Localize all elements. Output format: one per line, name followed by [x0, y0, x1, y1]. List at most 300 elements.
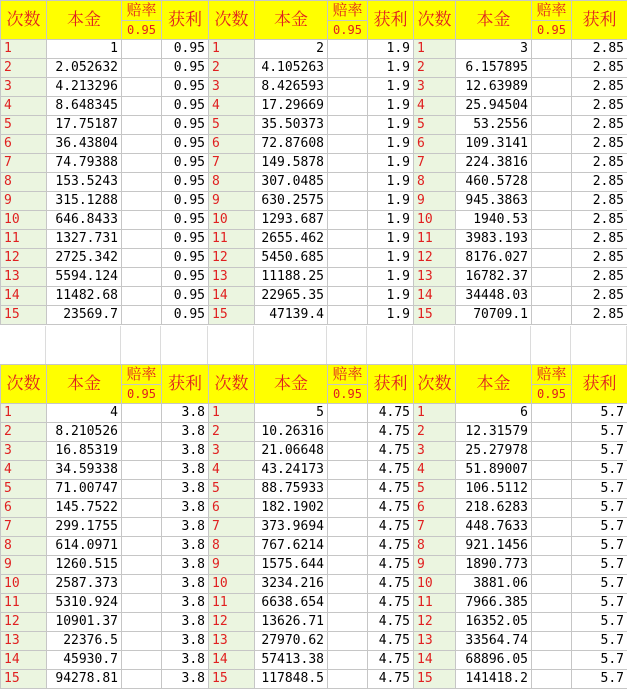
- count-cell[interactable]: 8: [1, 173, 47, 192]
- profit-cell[interactable]: 2.85: [572, 154, 627, 173]
- principal-cell[interactable]: 70709.1: [456, 306, 532, 325]
- count-cell[interactable]: 8: [414, 173, 456, 192]
- profit-cell[interactable]: 0.95: [162, 173, 209, 192]
- rate-cell[interactable]: [328, 59, 368, 78]
- rate-cell[interactable]: [328, 211, 368, 230]
- principal-cell[interactable]: 88.75933: [255, 480, 328, 499]
- rate-cell[interactable]: [122, 59, 162, 78]
- count-cell[interactable]: 14: [209, 287, 255, 306]
- principal-cell[interactable]: 17.75187: [47, 116, 122, 135]
- profit-cell[interactable]: 5.7: [572, 556, 627, 575]
- count-cell[interactable]: 1: [1, 40, 47, 59]
- rate-cell[interactable]: [122, 461, 162, 480]
- rate-cell[interactable]: [328, 537, 368, 556]
- rate-cell[interactable]: [532, 97, 572, 116]
- header-profit[interactable]: 获利: [368, 1, 414, 40]
- rate-cell[interactable]: [328, 230, 368, 249]
- profit-cell[interactable]: 3.8: [162, 537, 209, 556]
- header-count[interactable]: 次数: [414, 365, 456, 404]
- principal-cell[interactable]: 4: [47, 404, 122, 423]
- profit-cell[interactable]: 3.8: [162, 518, 209, 537]
- count-cell[interactable]: 13: [414, 632, 456, 651]
- header-rate[interactable]: [328, 1, 368, 40]
- profit-cell[interactable]: 5.7: [572, 575, 627, 594]
- profit-cell[interactable]: 1.9: [368, 135, 414, 154]
- rate-cell[interactable]: [122, 173, 162, 192]
- rate-cell[interactable]: [328, 78, 368, 97]
- profit-cell[interactable]: 5.7: [572, 537, 627, 556]
- rate-cell[interactable]: [122, 556, 162, 575]
- count-cell[interactable]: 13: [414, 268, 456, 287]
- count-cell[interactable]: 2: [1, 59, 47, 78]
- principal-cell[interactable]: 141418.2: [456, 670, 532, 689]
- rate-cell[interactable]: [122, 575, 162, 594]
- profit-cell[interactable]: 2.85: [572, 287, 627, 306]
- header-count[interactable]: 次数: [209, 365, 255, 404]
- count-cell[interactable]: 5: [209, 480, 255, 499]
- principal-cell[interactable]: 614.0971: [47, 537, 122, 556]
- principal-cell[interactable]: 4.213296: [47, 78, 122, 97]
- principal-cell[interactable]: 45930.7: [47, 651, 122, 670]
- principal-cell[interactable]: 3: [456, 40, 532, 59]
- principal-cell[interactable]: 448.7633: [456, 518, 532, 537]
- profit-cell[interactable]: 1.9: [368, 192, 414, 211]
- count-cell[interactable]: 15: [1, 306, 47, 325]
- principal-cell[interactable]: 21.06648: [255, 442, 328, 461]
- profit-cell[interactable]: 4.75: [368, 632, 414, 651]
- rate-cell[interactable]: [532, 480, 572, 499]
- count-cell[interactable]: 14: [1, 651, 47, 670]
- count-cell[interactable]: 12: [414, 249, 456, 268]
- profit-cell[interactable]: 1.9: [368, 97, 414, 116]
- rate-cell[interactable]: [328, 632, 368, 651]
- profit-cell[interactable]: 0.95: [162, 192, 209, 211]
- profit-cell[interactable]: 0.95: [162, 135, 209, 154]
- rate-cell[interactable]: [122, 537, 162, 556]
- profit-cell[interactable]: 5.7: [572, 518, 627, 537]
- rate-cell[interactable]: [328, 613, 368, 632]
- rate-cell[interactable]: [328, 116, 368, 135]
- count-cell[interactable]: 6: [414, 135, 456, 154]
- profit-cell[interactable]: 2.85: [572, 192, 627, 211]
- principal-cell[interactable]: 16.85319: [47, 442, 122, 461]
- count-cell[interactable]: 7: [1, 154, 47, 173]
- profit-cell[interactable]: 0.95: [162, 78, 209, 97]
- count-cell[interactable]: 8: [414, 537, 456, 556]
- principal-cell[interactable]: 182.1902: [255, 499, 328, 518]
- profit-cell[interactable]: 3.8: [162, 575, 209, 594]
- header-count[interactable]: 次数: [1, 365, 47, 404]
- principal-cell[interactable]: 57413.38: [255, 651, 328, 670]
- rate-cell[interactable]: [122, 135, 162, 154]
- rate-cell[interactable]: [328, 97, 368, 116]
- profit-cell[interactable]: 1.9: [368, 78, 414, 97]
- rate-cell[interactable]: [122, 632, 162, 651]
- profit-cell[interactable]: 0.95: [162, 59, 209, 78]
- profit-cell[interactable]: 4.75: [368, 537, 414, 556]
- rate-cell[interactable]: [122, 116, 162, 135]
- profit-cell[interactable]: 3.8: [162, 404, 209, 423]
- profit-cell[interactable]: 4.75: [368, 461, 414, 480]
- rate-cell[interactable]: [122, 423, 162, 442]
- principal-cell[interactable]: 5: [255, 404, 328, 423]
- principal-cell[interactable]: 68896.05: [456, 651, 532, 670]
- principal-cell[interactable]: 5310.924: [47, 594, 122, 613]
- rate-cell[interactable]: [532, 287, 572, 306]
- rate-cell[interactable]: [122, 211, 162, 230]
- profit-cell[interactable]: 1.9: [368, 154, 414, 173]
- profit-cell[interactable]: 5.7: [572, 651, 627, 670]
- profit-cell[interactable]: 0.95: [162, 249, 209, 268]
- principal-cell[interactable]: 218.6283: [456, 499, 532, 518]
- count-cell[interactable]: 4: [414, 461, 456, 480]
- rate-cell[interactable]: [532, 249, 572, 268]
- rate-cell[interactable]: [328, 135, 368, 154]
- count-cell[interactable]: 11: [209, 230, 255, 249]
- rate-cell[interactable]: [532, 670, 572, 689]
- count-cell[interactable]: 9: [1, 556, 47, 575]
- count-cell[interactable]: 13: [1, 268, 47, 287]
- count-cell[interactable]: 15: [209, 306, 255, 325]
- principal-cell[interactable]: 47139.4: [255, 306, 328, 325]
- principal-cell[interactable]: 6638.654: [255, 594, 328, 613]
- rate-cell[interactable]: [328, 173, 368, 192]
- principal-cell[interactable]: 5594.124: [47, 268, 122, 287]
- profit-cell[interactable]: 2.85: [572, 211, 627, 230]
- principal-cell[interactable]: 16782.37: [456, 268, 532, 287]
- header-rate[interactable]: [122, 1, 162, 40]
- count-cell[interactable]: 3: [209, 78, 255, 97]
- principal-cell[interactable]: 33564.74: [456, 632, 532, 651]
- principal-cell[interactable]: 153.5243: [47, 173, 122, 192]
- rate-cell[interactable]: [122, 306, 162, 325]
- header-principal[interactable]: 本金: [456, 1, 532, 40]
- count-cell[interactable]: 11: [1, 230, 47, 249]
- principal-cell[interactable]: 145.7522: [47, 499, 122, 518]
- header-rate[interactable]: [328, 365, 368, 404]
- profit-cell[interactable]: 0.95: [162, 97, 209, 116]
- principal-cell[interactable]: 53.2556: [456, 116, 532, 135]
- principal-cell[interactable]: 315.1288: [47, 192, 122, 211]
- profit-cell[interactable]: 3.8: [162, 632, 209, 651]
- rate-cell[interactable]: [532, 135, 572, 154]
- header-count[interactable]: 次数: [1, 1, 47, 40]
- principal-cell[interactable]: 36.43804: [47, 135, 122, 154]
- principal-cell[interactable]: 12.31579: [456, 423, 532, 442]
- profit-cell[interactable]: 2.85: [572, 40, 627, 59]
- count-cell[interactable]: 8: [1, 537, 47, 556]
- count-cell[interactable]: 14: [209, 651, 255, 670]
- principal-cell[interactable]: 1327.731: [47, 230, 122, 249]
- profit-cell[interactable]: 2.85: [572, 249, 627, 268]
- profit-cell[interactable]: 5.7: [572, 404, 627, 423]
- count-cell[interactable]: 15: [1, 670, 47, 689]
- rate-cell[interactable]: [532, 40, 572, 59]
- profit-cell[interactable]: 4.75: [368, 670, 414, 689]
- rate-cell[interactable]: [328, 518, 368, 537]
- principal-cell[interactable]: 921.1456: [456, 537, 532, 556]
- count-cell[interactable]: 9: [414, 192, 456, 211]
- principal-cell[interactable]: 307.0485: [255, 173, 328, 192]
- principal-cell[interactable]: 117848.5: [255, 670, 328, 689]
- principal-cell[interactable]: 6: [456, 404, 532, 423]
- profit-cell[interactable]: 0.95: [162, 116, 209, 135]
- count-cell[interactable]: 1: [414, 404, 456, 423]
- principal-cell[interactable]: 2655.462: [255, 230, 328, 249]
- profit-cell[interactable]: 4.75: [368, 499, 414, 518]
- profit-cell[interactable]: 0.95: [162, 306, 209, 325]
- count-cell[interactable]: 1: [209, 404, 255, 423]
- header-rate[interactable]: [532, 1, 572, 40]
- header-principal[interactable]: 本金: [47, 365, 122, 404]
- principal-cell[interactable]: 6.157895: [456, 59, 532, 78]
- rate-cell[interactable]: [122, 480, 162, 499]
- header-profit[interactable]: 获利: [572, 365, 627, 404]
- profit-cell[interactable]: 3.8: [162, 423, 209, 442]
- count-cell[interactable]: 3: [414, 78, 456, 97]
- count-cell[interactable]: 6: [209, 499, 255, 518]
- profit-cell[interactable]: 2.85: [572, 268, 627, 287]
- profit-cell[interactable]: 0.95: [162, 40, 209, 59]
- profit-cell[interactable]: 4.75: [368, 442, 414, 461]
- count-cell[interactable]: 5: [1, 116, 47, 135]
- header-profit[interactable]: 获利: [572, 1, 627, 40]
- count-cell[interactable]: 7: [414, 518, 456, 537]
- profit-cell[interactable]: 2.85: [572, 116, 627, 135]
- count-cell[interactable]: 12: [1, 613, 47, 632]
- rate-cell[interactable]: [532, 613, 572, 632]
- profit-cell[interactable]: 2.85: [572, 306, 627, 325]
- header-profit[interactable]: 获利: [162, 365, 209, 404]
- principal-cell[interactable]: 460.5728: [456, 173, 532, 192]
- principal-cell[interactable]: 51.89007: [456, 461, 532, 480]
- principal-cell[interactable]: 299.1755: [47, 518, 122, 537]
- rate-cell[interactable]: [122, 230, 162, 249]
- count-cell[interactable]: 3: [1, 442, 47, 461]
- count-cell[interactable]: 6: [1, 135, 47, 154]
- profit-cell[interactable]: 4.75: [368, 594, 414, 613]
- profit-cell[interactable]: 2.85: [572, 59, 627, 78]
- count-cell[interactable]: 4: [209, 461, 255, 480]
- profit-cell[interactable]: 1.9: [368, 40, 414, 59]
- principal-cell[interactable]: 224.3816: [456, 154, 532, 173]
- count-cell[interactable]: 5: [1, 480, 47, 499]
- principal-cell[interactable]: 17.29669: [255, 97, 328, 116]
- count-cell[interactable]: 8: [209, 173, 255, 192]
- profit-cell[interactable]: 1.9: [368, 59, 414, 78]
- rate-cell[interactable]: [328, 268, 368, 287]
- rate-cell[interactable]: [122, 670, 162, 689]
- principal-cell[interactable]: 3234.216: [255, 575, 328, 594]
- principal-cell[interactable]: 11188.25: [255, 268, 328, 287]
- rate-cell[interactable]: [328, 594, 368, 613]
- rate-cell[interactable]: [532, 404, 572, 423]
- principal-cell[interactable]: 8.648345: [47, 97, 122, 116]
- count-cell[interactable]: 2: [1, 423, 47, 442]
- rate-cell[interactable]: [122, 613, 162, 632]
- profit-cell[interactable]: 5.7: [572, 613, 627, 632]
- rate-cell[interactable]: [328, 480, 368, 499]
- rate-cell[interactable]: [532, 594, 572, 613]
- count-cell[interactable]: 10: [209, 575, 255, 594]
- profit-cell[interactable]: 1.9: [368, 211, 414, 230]
- profit-cell[interactable]: 0.95: [162, 230, 209, 249]
- rate-cell[interactable]: [328, 249, 368, 268]
- principal-cell[interactable]: 2.052632: [47, 59, 122, 78]
- principal-cell[interactable]: 71.00747: [47, 480, 122, 499]
- profit-cell[interactable]: 1.9: [368, 287, 414, 306]
- count-cell[interactable]: 11: [209, 594, 255, 613]
- count-cell[interactable]: 3: [414, 442, 456, 461]
- profit-cell[interactable]: 4.75: [368, 651, 414, 670]
- count-cell[interactable]: 11: [414, 230, 456, 249]
- rate-cell[interactable]: [328, 499, 368, 518]
- rate-cell[interactable]: [122, 154, 162, 173]
- profit-cell[interactable]: 1.9: [368, 173, 414, 192]
- profit-cell[interactable]: 2.85: [572, 230, 627, 249]
- principal-cell[interactable]: 8.426593: [255, 78, 328, 97]
- profit-cell[interactable]: 3.8: [162, 613, 209, 632]
- principal-cell[interactable]: 373.9694: [255, 518, 328, 537]
- rate-cell[interactable]: [122, 40, 162, 59]
- rate-cell[interactable]: [328, 40, 368, 59]
- rate-cell[interactable]: [532, 632, 572, 651]
- principal-cell[interactable]: 1890.773: [456, 556, 532, 575]
- principal-cell[interactable]: 109.3141: [456, 135, 532, 154]
- principal-cell[interactable]: 4.105263: [255, 59, 328, 78]
- header-profit[interactable]: 获利: [162, 1, 209, 40]
- principal-cell[interactable]: 5450.685: [255, 249, 328, 268]
- header-principal[interactable]: 本金: [255, 365, 328, 404]
- principal-cell[interactable]: 1293.687: [255, 211, 328, 230]
- profit-cell[interactable]: 2.85: [572, 173, 627, 192]
- principal-cell[interactable]: 34448.03: [456, 287, 532, 306]
- principal-cell[interactable]: 2725.342: [47, 249, 122, 268]
- rate-cell[interactable]: [122, 97, 162, 116]
- count-cell[interactable]: 14: [414, 287, 456, 306]
- count-cell[interactable]: 2: [414, 423, 456, 442]
- profit-cell[interactable]: 4.75: [368, 404, 414, 423]
- principal-cell[interactable]: 74.79388: [47, 154, 122, 173]
- count-cell[interactable]: 11: [414, 594, 456, 613]
- profit-cell[interactable]: 3.8: [162, 594, 209, 613]
- principal-cell[interactable]: 22965.35: [255, 287, 328, 306]
- count-cell[interactable]: 14: [1, 287, 47, 306]
- count-cell[interactable]: 5: [414, 116, 456, 135]
- rate-cell[interactable]: [532, 268, 572, 287]
- profit-cell[interactable]: 3.8: [162, 499, 209, 518]
- count-cell[interactable]: 3: [1, 78, 47, 97]
- profit-cell[interactable]: 0.95: [162, 287, 209, 306]
- rate-cell[interactable]: [328, 651, 368, 670]
- count-cell[interactable]: 10: [1, 211, 47, 230]
- rate-cell[interactable]: [532, 499, 572, 518]
- profit-cell[interactable]: 5.7: [572, 480, 627, 499]
- rate-cell[interactable]: [532, 518, 572, 537]
- rate-cell[interactable]: [328, 670, 368, 689]
- principal-cell[interactable]: 94278.81: [47, 670, 122, 689]
- rate-cell[interactable]: [532, 59, 572, 78]
- principal-cell[interactable]: 11482.68: [47, 287, 122, 306]
- principal-cell[interactable]: 23569.7: [47, 306, 122, 325]
- profit-cell[interactable]: 3.8: [162, 461, 209, 480]
- rate-cell[interactable]: [122, 249, 162, 268]
- principal-cell[interactable]: 12.63989: [456, 78, 532, 97]
- principal-cell[interactable]: 35.50373: [255, 116, 328, 135]
- count-cell[interactable]: 1: [414, 40, 456, 59]
- principal-cell[interactable]: 10901.37: [47, 613, 122, 632]
- rate-cell[interactable]: [328, 192, 368, 211]
- profit-cell[interactable]: 4.75: [368, 575, 414, 594]
- header-principal[interactable]: 本金: [456, 365, 532, 404]
- principal-cell[interactable]: 25.94504: [456, 97, 532, 116]
- principal-cell[interactable]: 767.6214: [255, 537, 328, 556]
- count-cell[interactable]: 12: [209, 613, 255, 632]
- count-cell[interactable]: 4: [1, 97, 47, 116]
- rate-cell[interactable]: [122, 442, 162, 461]
- count-cell[interactable]: 9: [209, 556, 255, 575]
- principal-cell[interactable]: 8.210526: [47, 423, 122, 442]
- rate-cell[interactable]: [532, 537, 572, 556]
- rate-cell[interactable]: [328, 423, 368, 442]
- principal-cell[interactable]: 3881.06: [456, 575, 532, 594]
- count-cell[interactable]: 10: [414, 575, 456, 594]
- rate-cell[interactable]: [532, 306, 572, 325]
- count-cell[interactable]: 15: [414, 670, 456, 689]
- profit-cell[interactable]: 4.75: [368, 556, 414, 575]
- profit-cell[interactable]: 4.75: [368, 518, 414, 537]
- rate-cell[interactable]: [532, 651, 572, 670]
- count-cell[interactable]: 3: [209, 442, 255, 461]
- count-cell[interactable]: 15: [414, 306, 456, 325]
- profit-cell[interactable]: 3.8: [162, 442, 209, 461]
- principal-cell[interactable]: 3983.193: [456, 230, 532, 249]
- rate-cell[interactable]: [532, 442, 572, 461]
- profit-cell[interactable]: 5.7: [572, 670, 627, 689]
- profit-cell[interactable]: 4.75: [368, 613, 414, 632]
- count-cell[interactable]: 1: [209, 40, 255, 59]
- principal-cell[interactable]: 72.87608: [255, 135, 328, 154]
- profit-cell[interactable]: 1.9: [368, 249, 414, 268]
- rate-cell[interactable]: [122, 594, 162, 613]
- principal-cell[interactable]: 22376.5: [47, 632, 122, 651]
- profit-cell[interactable]: 3.8: [162, 556, 209, 575]
- count-cell[interactable]: 7: [1, 518, 47, 537]
- principal-cell[interactable]: 27970.62: [255, 632, 328, 651]
- rate-cell[interactable]: [532, 230, 572, 249]
- count-cell[interactable]: 2: [209, 423, 255, 442]
- rate-cell[interactable]: [532, 211, 572, 230]
- count-cell[interactable]: 13: [209, 268, 255, 287]
- profit-cell[interactable]: 0.95: [162, 268, 209, 287]
- profit-cell[interactable]: 4.75: [368, 423, 414, 442]
- header-rate[interactable]: [532, 365, 572, 404]
- profit-cell[interactable]: 5.7: [572, 632, 627, 651]
- count-cell[interactable]: 6: [1, 499, 47, 518]
- principal-cell[interactable]: 1260.515: [47, 556, 122, 575]
- profit-cell[interactable]: 2.85: [572, 78, 627, 97]
- profit-cell[interactable]: 1.9: [368, 230, 414, 249]
- rate-cell[interactable]: [532, 173, 572, 192]
- count-cell[interactable]: 12: [209, 249, 255, 268]
- rate-cell[interactable]: [328, 306, 368, 325]
- profit-cell[interactable]: 2.85: [572, 97, 627, 116]
- profit-cell[interactable]: 5.7: [572, 423, 627, 442]
- profit-cell[interactable]: 2.85: [572, 135, 627, 154]
- count-cell[interactable]: 9: [209, 192, 255, 211]
- principal-cell[interactable]: 16352.05: [456, 613, 532, 632]
- profit-cell[interactable]: 5.7: [572, 461, 627, 480]
